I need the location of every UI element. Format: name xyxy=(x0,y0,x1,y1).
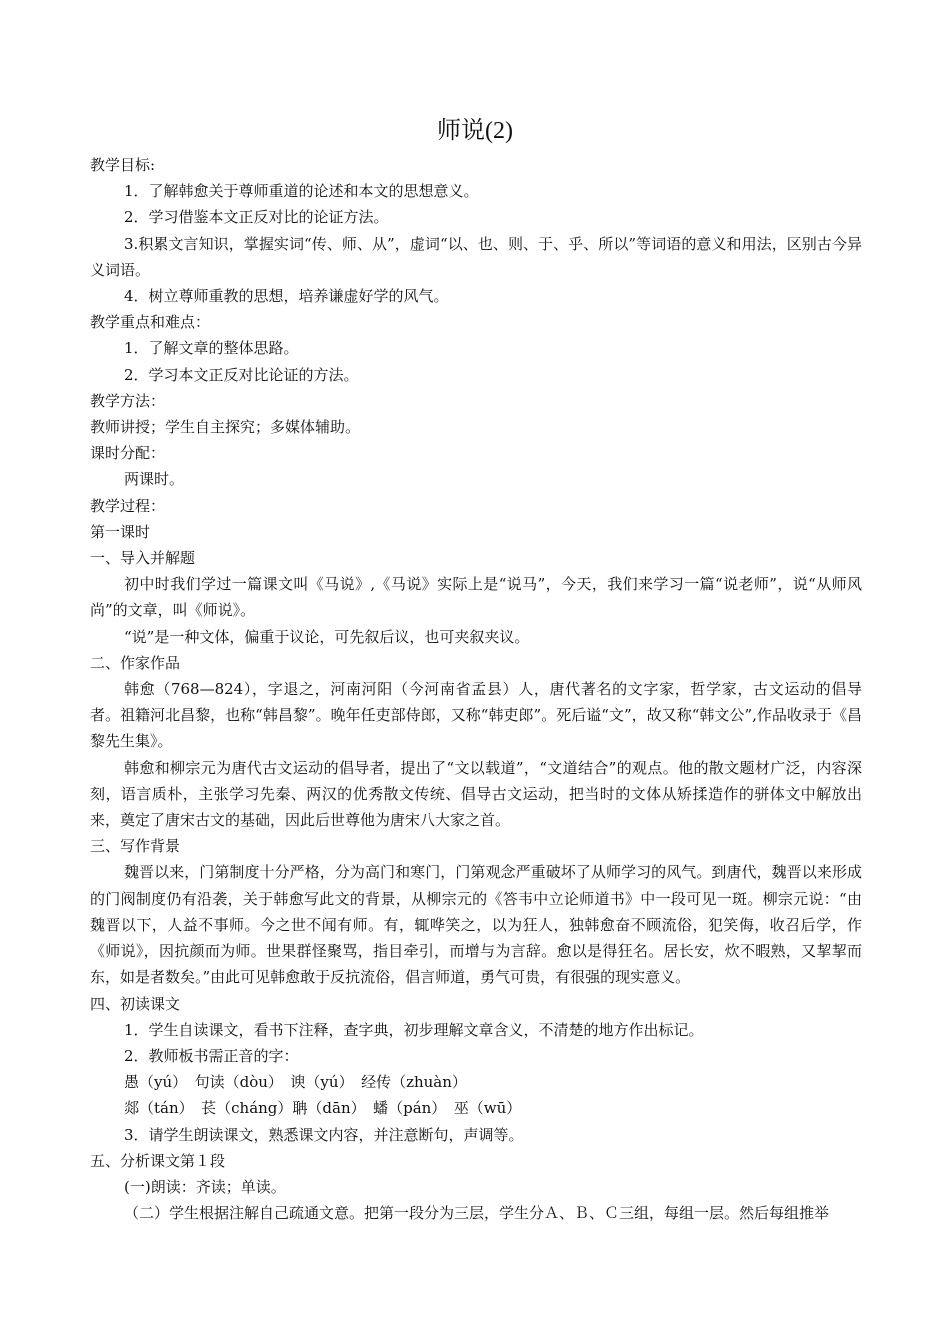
paragraph: 2．教师板书需正音的字： xyxy=(124,1046,299,1065)
method-heading: 教学方法： xyxy=(90,391,166,410)
section-heading: 三、写作背景 xyxy=(90,837,181,856)
time-heading: 课时分配： xyxy=(90,444,166,463)
section-heading: 四、初读课文 xyxy=(90,994,181,1013)
lesson-heading: 第一课时 xyxy=(90,522,151,541)
document-title: 师说(2) xyxy=(437,118,513,144)
goal-item: 2．学习借鉴本文正反对比的论证方法。 xyxy=(124,208,389,227)
key-points-heading: 教学重点和难点： xyxy=(90,313,211,332)
goal-item: 3.积累文言知识，掌握实词“传、师、从”，虚词“以、也、则、于、乎、所以”等词语的意义和用法，区别古今异义词语。 xyxy=(90,234,862,279)
section-heading: 二、作家作品 xyxy=(90,653,181,672)
paragraph: 韩愈（768—824），字退之，河南河阳（今河南省孟县）人，唐代著名的文字家，哲学家，古文运动的倡导者。祖籍河北昌黎，也称“韩昌黎”。晚年任吏部侍郎，又称“韩吏郎”。死后谥“文”，故又称“韩文公”,作品收录于《昌黎先生集》。 xyxy=(90,680,862,751)
pinyin-line: 愚（yú） 句读（dòu） 谀（yú） 经传（zhuàn） xyxy=(124,1073,467,1092)
paragraph: （二）学生根据注解自己疏通文意。把第一段分为三层，学生分Ａ、Ｂ、Ｃ三组，每组一层。然后每组推举 xyxy=(124,1204,830,1223)
paragraph: “说”是一种文体，偏重于议论，可先叙后议，也可夹叙夹议。 xyxy=(124,627,530,646)
goals-heading: 教学目标: xyxy=(90,156,156,174)
section-heading: 一、导入并解题 xyxy=(90,549,196,568)
paragraph: 1．学生自读课文，看书下注释，查字典，初步理解文章含义，不清楚的地方作出标记。 xyxy=(124,1020,704,1039)
section-heading: 五、分析课文第１段 xyxy=(90,1151,226,1170)
pinyin-line: 郯（tán） 苌（cháng）聃（dān） 蟠（pán） 巫（wū） xyxy=(124,1099,522,1118)
paragraph: (一)朗读：齐读；单读。 xyxy=(124,1177,286,1196)
process-heading: 教学过程： xyxy=(90,496,166,515)
paragraph: 3．请学生朗读课文，熟悉课文内容，并注意断句，声调等。 xyxy=(124,1125,524,1144)
paragraph: 初中时我们学过一篇课文叫《马说》,《马说》实际上是“说马”，今天，我们来学习一篇“说老师”，说“从师风尚”的文章，叫《师说》。 xyxy=(90,575,862,620)
paragraph: 韩愈和柳宗元为唐代古文运动的倡导者，提出了“文以载道”，“文道结合”的观点。他的散文题材广泛，内容深刻，语言质朴，主张学习先秦、两汉的优秀散文传统、倡导古文运动，把当时的文体从矫揉造作的骈体文中解放出来，奠定了唐宋古文的基础，因此后世尊他为唐宋八大家之首。 xyxy=(90,758,862,830)
goal-item: 1．了解韩愈关于尊师重道的论述和本文的思想意义。 xyxy=(124,182,479,201)
paragraph: 魏晋以来，门第制度十分严格，分为高门和寒门，门第观念严重破坏了从师学习的风气。到唐代，魏晋以来形成的门阀制度仍有沿袭，关于韩愈写此文的背景，从柳宗元的《答韦中立论师道书》中一段可见一斑。柳宗元说：“由魏晋以下，人益不事师。今之世不闻有师。有，辄哗笑之，以为狂人，独韩愈奋不顾流俗，犯笑侮，收召后学，作《师说》，因抗颜而为师。世果群怪聚骂，指目牵引，而增与为言辞。愈以是得狂名。居长安，炊不暇熟，又挈挈而东，如是者数矣。”由此可见韩愈敢于反抗流俗，倡言师道，勇气可贵，有很强的现实意义。 xyxy=(90,863,862,987)
key-point-item: 2．学习本文正反对比论证的方法。 xyxy=(124,365,359,384)
goal-item: 4．树立尊师重教的思想，培养谦虚好学的风气。 xyxy=(124,287,449,306)
time-text: 两课时。 xyxy=(124,470,185,489)
key-point-item: 1．了解文章的整体思路。 xyxy=(124,339,299,358)
document-body xyxy=(90,152,862,1226)
method-text: 教师讲授；学生自主探究；多媒体辅助。 xyxy=(90,418,361,437)
